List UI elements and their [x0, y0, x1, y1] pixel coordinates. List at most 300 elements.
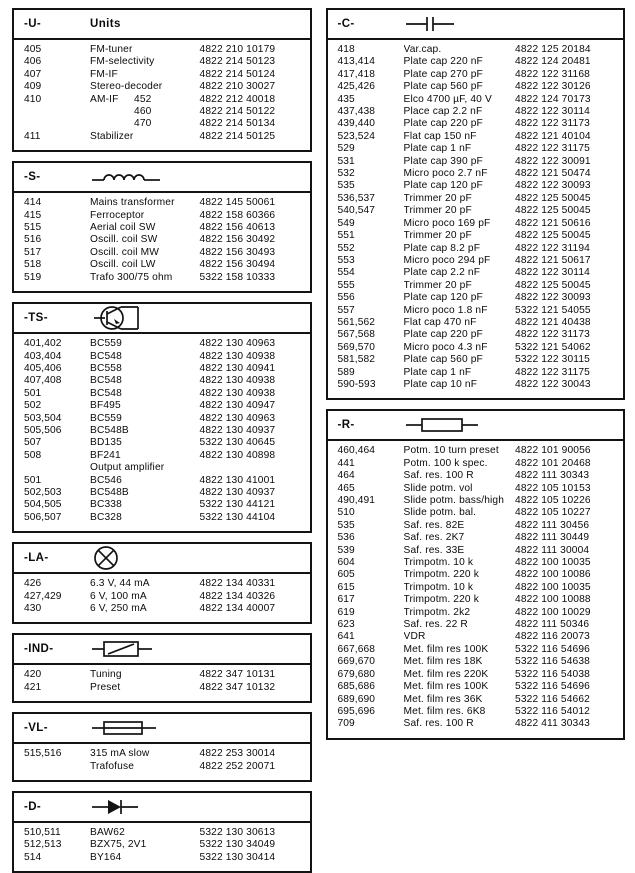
- section-code: -C-: [337, 18, 355, 30]
- part-number: 4822 347 10132: [199, 681, 276, 693]
- text-units: [90, 11, 306, 37]
- part-number: 5322 158 10333: [199, 271, 276, 283]
- section-d-block: [12, 791, 312, 873]
- part-number: 4822 124 20481: [515, 56, 591, 68]
- part-description: Elco 4700 µF, 40 V: [403, 93, 492, 105]
- part-number: 4822 124 70173: [515, 93, 591, 105]
- part-number: 4822 116 20073: [515, 631, 590, 643]
- part-reference: 517: [24, 246, 42, 258]
- part-description: Saf. res. 100 R: [403, 718, 474, 730]
- section-code: -D-: [24, 801, 42, 814]
- section-code: -R-: [337, 419, 355, 432]
- part-description: Plate cap 270 pF: [403, 68, 483, 80]
- part-reference: 411: [24, 130, 41, 142]
- part-number: 4822 111 30456: [515, 519, 590, 531]
- part-description: Slide potm. bal.: [403, 507, 477, 519]
- part-row: [18, 578, 306, 590]
- part-reference: 407: [24, 68, 42, 80]
- section-rows: [14, 574, 310, 622]
- part-description: Saf. res. 2K7: [403, 532, 465, 544]
- section-rows: [14, 193, 310, 291]
- part-description: Slide potm. bass/high: [403, 495, 505, 506]
- section-ind-block: [12, 633, 312, 703]
- part-row: [18, 499, 306, 511]
- part-reference: 709: [337, 718, 355, 730]
- part-description: Saf. res. 82E: [403, 519, 465, 531]
- part-reference: 540,547: [337, 205, 376, 217]
- part-row: [332, 483, 620, 495]
- part-row: [18, 131, 306, 143]
- part-reference: 405,406: [24, 362, 62, 374]
- part-row: [18, 669, 306, 681]
- part-number: 4822 122 30093: [515, 292, 591, 304]
- part-description: BC548: [90, 387, 122, 399]
- part-reference: 510,511: [24, 827, 61, 839]
- part-description: Stabilizer: [90, 130, 134, 142]
- part-description: Plate cap 1 nF: [403, 366, 472, 378]
- part-number: 4822 130 40938: [199, 387, 276, 399]
- part-description: Trafo 300/75 ohm: [90, 271, 173, 283]
- part-number: 4822 130 40938: [199, 375, 276, 387]
- part-reference: 515,516: [24, 748, 62, 760]
- part-description: Plate cap 220 nF: [403, 56, 483, 68]
- part-reference: 460,464: [337, 445, 376, 457]
- part-row: [18, 437, 306, 449]
- part-number: 4822 125 50045: [515, 230, 591, 242]
- part-description: BC328: [90, 511, 122, 523]
- part-reference: 439,440: [337, 118, 376, 130]
- part-number: 4822 100 10029: [515, 606, 591, 618]
- part-row: [18, 682, 306, 694]
- part-reference: 406: [24, 56, 42, 68]
- part-reference: 490,491: [337, 495, 376, 506]
- section-header: [14, 304, 310, 334]
- part-reference: 415: [24, 209, 42, 221]
- part-reference: 405: [24, 44, 42, 55]
- part-row: [18, 247, 306, 259]
- part-number: 4822 111 50346: [515, 619, 590, 631]
- part-description: Saf. res. 33E: [403, 544, 465, 556]
- part-number: 4822 156 40613: [199, 222, 276, 234]
- part-number: 4822 134 40326: [199, 590, 276, 602]
- part-reference: 519: [24, 271, 42, 283]
- part-reference: 502: [24, 400, 42, 412]
- part-description: Tuning: [90, 669, 122, 681]
- part-row: [332, 656, 620, 668]
- part-description: BC559: [90, 412, 122, 424]
- part-reference: 555: [337, 279, 355, 291]
- part-description: Preset: [90, 681, 121, 693]
- part-description: Plate cap 220 pF: [403, 118, 483, 130]
- part-description: FM-tuner: [90, 44, 133, 55]
- section-rows: [14, 823, 310, 871]
- part-description: Var.cap.: [403, 44, 442, 55]
- part-row: [332, 205, 620, 217]
- part-description-main: AM-IF: [90, 93, 119, 105]
- part-row: [332, 495, 620, 507]
- part-number: 4822 125 50045: [515, 279, 591, 291]
- part-row: [332, 94, 620, 106]
- part-description: Plate cap 120 pF: [403, 180, 483, 192]
- part-description-variant: 460: [134, 106, 152, 118]
- part-row: [332, 458, 620, 470]
- part-row: [332, 106, 620, 118]
- part-description: Micro poco 2.7 nF: [403, 168, 488, 180]
- part-description: BC548: [90, 350, 122, 362]
- part-row: [18, 425, 306, 437]
- part-description: Mains transformer: [90, 197, 175, 209]
- part-number: 4822 347 10131: [199, 669, 276, 681]
- part-row: [332, 118, 620, 130]
- part-row: [18, 197, 306, 209]
- part-number: 4822 100 10086: [515, 569, 591, 581]
- part-reference: 401,402: [24, 338, 62, 350]
- part-description: Slide potm. vol: [403, 482, 473, 494]
- part-description: BD135: [90, 437, 122, 449]
- part-row: [332, 280, 620, 292]
- part-description: BC558: [90, 362, 122, 374]
- section-code: -TS-: [24, 312, 48, 325]
- part-reference: 430: [24, 603, 42, 614]
- part-row: [332, 354, 620, 366]
- part-number: 4822 122 30091: [515, 155, 591, 167]
- part-reference: 556: [337, 292, 355, 304]
- part-number: 4822 100 10035: [515, 557, 591, 569]
- part-row: [332, 718, 620, 730]
- part-reference: 615: [337, 581, 355, 593]
- part-number: 4822 145 50061: [199, 197, 276, 209]
- part-row: [18, 475, 306, 487]
- part-row: [332, 243, 620, 255]
- part-reference: 501: [24, 474, 42, 486]
- part-number: 4822 111 30449: [515, 532, 590, 544]
- part-description: Plate cap 2.2 nF: [403, 267, 481, 279]
- part-row: [332, 644, 620, 656]
- part-row: [18, 591, 306, 603]
- part-description: BF241: [90, 449, 121, 461]
- part-number: 5322 121 54055: [515, 304, 591, 316]
- part-reference: 503,504: [24, 412, 62, 424]
- part-description: [90, 118, 200, 130]
- part-row: [18, 512, 306, 524]
- part-description: Oscill. coil LW: [90, 259, 156, 271]
- part-number: 4822 122 30093: [515, 180, 591, 192]
- part-reference: 506,507: [24, 511, 62, 523]
- part-reference: 441: [337, 457, 355, 469]
- resistor-icon: [404, 412, 620, 438]
- diode-icon: [90, 794, 306, 820]
- part-description: Place cap 2.2 nF: [403, 106, 483, 118]
- part-description: 6.3 V, 44 mA: [90, 578, 150, 590]
- part-reference: 505,506: [24, 424, 62, 436]
- part-row: [332, 193, 620, 205]
- part-reference: 409: [24, 81, 42, 93]
- part-description: BC548B: [90, 486, 129, 498]
- part-number: 4822 130 40941: [199, 362, 276, 374]
- part-reference: 403,404: [24, 350, 62, 362]
- part-row: [18, 450, 306, 462]
- section-rows: [328, 40, 624, 398]
- part-description: [90, 106, 200, 118]
- part-reference: 551: [337, 230, 355, 242]
- part-description: BC559: [90, 338, 122, 350]
- part-row: [332, 180, 620, 192]
- part-number: 4822 214 50123: [199, 56, 276, 68]
- part-number: 4822 125 50045: [515, 192, 591, 204]
- part-number: 4822 122 30114: [515, 106, 590, 118]
- part-description: Trimpotm. 220 k: [403, 594, 479, 606]
- part-number: 5322 116 54012: [515, 705, 590, 717]
- part-reference: 407,408: [24, 375, 62, 387]
- part-reference: 536,537: [337, 192, 376, 204]
- section-header: [14, 10, 310, 40]
- part-description: Plate cap 220 pF: [403, 329, 483, 341]
- part-reference: 679,680: [337, 668, 376, 680]
- part-number: 4822 121 40438: [515, 316, 591, 328]
- part-row: [18, 56, 306, 68]
- part-description: Trimpotm. 2k2: [403, 606, 471, 618]
- part-description: Stereo-decoder: [90, 81, 163, 93]
- part-row: [332, 168, 620, 180]
- section-s-block: [12, 161, 312, 293]
- part-row: [332, 230, 620, 242]
- part-reference: 535: [337, 519, 355, 531]
- part-number: 4822 130 40938: [199, 350, 276, 362]
- part-reference: 414: [24, 197, 42, 209]
- section-ts-block: [12, 302, 312, 533]
- part-row: [18, 81, 306, 93]
- part-reference: 437,438: [337, 106, 376, 118]
- part-reference: 410: [24, 93, 42, 105]
- part-description: Trimpotm. 10 k: [403, 557, 474, 569]
- part-description: Micro poco 294 pF: [403, 254, 491, 266]
- part-description: BY164: [90, 851, 122, 863]
- part-row: [332, 520, 620, 532]
- part-row: [332, 582, 620, 594]
- part-description: Oscill. coil MW: [90, 246, 160, 258]
- part-row: [18, 69, 306, 81]
- part-number: 4822 130 40963: [199, 338, 276, 350]
- part-row: [332, 619, 620, 631]
- part-reference: 512,513: [24, 839, 62, 851]
- part-row: [18, 351, 306, 363]
- part-description: Oscill. coil SW: [90, 234, 158, 246]
- part-number: 4822 130 41001: [199, 474, 276, 486]
- part-number: 4822 100 10088: [515, 594, 591, 606]
- part-number: 4822 105 10153: [515, 482, 591, 494]
- section-code: -S-: [24, 171, 41, 184]
- part-row: [332, 594, 620, 606]
- part-description: Trimmer 20 pF: [403, 279, 472, 291]
- part-description: BC546: [90, 474, 122, 486]
- part-number: 4822 214 50122: [199, 106, 276, 118]
- section-code: -U-: [24, 18, 42, 30]
- part-number: 4822 122 31173: [515, 329, 590, 341]
- part-row: [332, 607, 620, 619]
- part-number: 4822 253 30014: [199, 748, 276, 760]
- part-reference: 549: [337, 217, 355, 229]
- part-row: [332, 557, 620, 569]
- part-row: [332, 507, 620, 519]
- part-row: [332, 305, 620, 317]
- part-number: 5322 130 44121: [199, 499, 276, 511]
- part-description: Met. film res 100K: [403, 681, 489, 693]
- part-description: 6 V, 100 mA: [90, 590, 147, 602]
- part-reference: 417,418: [337, 68, 376, 80]
- part-row: [332, 255, 620, 267]
- fuse-icon: [90, 715, 306, 741]
- part-number: 4822 210 30027: [199, 81, 276, 93]
- part-description: BAW62: [90, 827, 125, 839]
- part-description: Plate cap 10 nF: [403, 378, 478, 390]
- section-r-block: [326, 409, 626, 739]
- part-number: 4822 121 50617: [515, 254, 591, 266]
- part-row: [332, 545, 620, 557]
- part-number: 4822 212 40018: [199, 93, 276, 105]
- part-row: [332, 44, 620, 56]
- part-reference: 589: [337, 366, 355, 378]
- part-number: 4822 122 30114: [515, 267, 590, 279]
- part-number: 5322 116 54038: [515, 668, 590, 680]
- part-number: 4822 122 31175: [515, 366, 590, 378]
- part-number: 4822 210 10179: [199, 44, 276, 55]
- part-reference: 539: [337, 544, 355, 556]
- part-row: [332, 267, 620, 279]
- part-number: 4822 130 40947: [199, 400, 276, 412]
- left-column: [12, 8, 312, 863]
- part-number: 4822 122 31175: [515, 143, 590, 155]
- transistor-icon: [90, 305, 306, 331]
- part-reference: 531: [337, 155, 355, 167]
- part-row: [332, 367, 620, 379]
- part-description-variant: 470: [134, 118, 152, 130]
- part-row: [18, 839, 306, 851]
- part-row: [18, 487, 306, 499]
- part-description: Trafofuse: [90, 760, 135, 772]
- part-row: [18, 44, 306, 56]
- part-row: [332, 681, 620, 693]
- part-row: [332, 532, 620, 544]
- capacitor-icon: [404, 11, 620, 37]
- section-la-block: [12, 542, 312, 624]
- part-row: [332, 342, 620, 354]
- part-reference: 554: [337, 267, 355, 279]
- part-description: FM-selectivity: [90, 56, 155, 68]
- part-description: Output amplifier: [90, 462, 165, 474]
- part-reference: 427,429: [24, 590, 62, 602]
- part-reference: 508: [24, 449, 42, 461]
- part-reference: 561,562: [337, 316, 376, 328]
- section-rows: [14, 40, 310, 150]
- part-description: Plate cap 1 nF: [403, 143, 472, 155]
- part-reference: 605: [337, 569, 355, 581]
- part-description: BC548B: [90, 424, 129, 436]
- part-description: FM-IF: [90, 68, 118, 80]
- part-row: [332, 470, 620, 482]
- part-description: Plate cap 560 pF: [403, 354, 483, 366]
- section-header: [328, 411, 624, 441]
- lamp-icon: [90, 545, 306, 571]
- part-number: 4822 121 50616: [515, 217, 591, 229]
- part-reference: 465: [337, 482, 355, 494]
- part-description: Trimmer 20 pF: [403, 205, 472, 217]
- part-reference: 435: [337, 93, 355, 105]
- part-number: 4822 130 40937: [199, 486, 276, 498]
- part-description: BF495: [90, 400, 121, 412]
- section-header: [328, 10, 624, 40]
- part-description: BC338: [90, 499, 122, 511]
- part-number: 4822 121 40104: [515, 130, 591, 142]
- part-reference: 567,568: [337, 329, 376, 341]
- part-description: Flat cap 470 nF: [403, 316, 477, 328]
- part-reference: 523,524: [337, 130, 376, 142]
- part-row: [332, 445, 620, 457]
- part-reference: 623: [337, 619, 355, 631]
- part-number: 4822 100 10035: [515, 581, 591, 593]
- part-reference: 604: [337, 557, 355, 569]
- section-u-block: [12, 8, 312, 152]
- part-row: [18, 234, 306, 246]
- part-reference: 504,505: [24, 499, 62, 511]
- part-reference: 501: [24, 387, 42, 399]
- part-number: 4822 125 50045: [515, 205, 591, 217]
- part-row: [18, 338, 306, 350]
- part-number: 5322 116 54662: [515, 693, 590, 705]
- part-row: [332, 56, 620, 68]
- section-header: [14, 793, 310, 823]
- part-row: [18, 210, 306, 222]
- part-number: 5322 130 30613: [199, 827, 276, 839]
- part-description: Potm. 10 turn preset: [403, 445, 499, 457]
- part-row: [332, 631, 620, 643]
- part-reference: 553: [337, 254, 355, 266]
- part-row: [332, 218, 620, 230]
- indicator-meter-icon: [90, 636, 306, 662]
- part-number: 4822 101 20468: [515, 457, 591, 469]
- part-reference: 689,690: [337, 693, 376, 705]
- part-reference: 667,668: [337, 643, 376, 655]
- part-description: VDR: [403, 631, 426, 643]
- part-reference: 569,570: [337, 341, 376, 353]
- right-column: [326, 8, 626, 790]
- part-number: 4822 105 10227: [515, 507, 591, 519]
- part-row: [18, 603, 306, 615]
- part-reference: 413,414: [337, 56, 376, 68]
- part-row: [18, 852, 306, 864]
- part-number: 4822 130 40937: [199, 424, 276, 436]
- part-row: [332, 694, 620, 706]
- part-reference: 516: [24, 234, 42, 246]
- part-row: [332, 69, 620, 81]
- part-description: 315 mA slow: [90, 748, 150, 760]
- part-number: 5322 121 54062: [515, 341, 591, 353]
- part-row: [18, 388, 306, 400]
- part-row: [332, 669, 620, 681]
- part-row: [18, 400, 306, 412]
- part-reference: 536: [337, 532, 355, 544]
- part-description: Met. film res. 6K8: [403, 705, 486, 717]
- section-code: -VL-: [24, 722, 48, 735]
- part-reference: 535: [337, 180, 355, 192]
- part-description: Met. film res 100K: [403, 643, 489, 655]
- part-number: 4822 121 50474: [515, 168, 591, 180]
- part-number: 4822 122 30126: [515, 81, 591, 93]
- part-description: Trimmer 20 pF: [403, 230, 472, 242]
- part-reference: 532: [337, 168, 355, 180]
- part-reference: 514: [24, 851, 42, 863]
- part-description: Met. film res 36K: [403, 693, 483, 705]
- part-row: [18, 259, 306, 271]
